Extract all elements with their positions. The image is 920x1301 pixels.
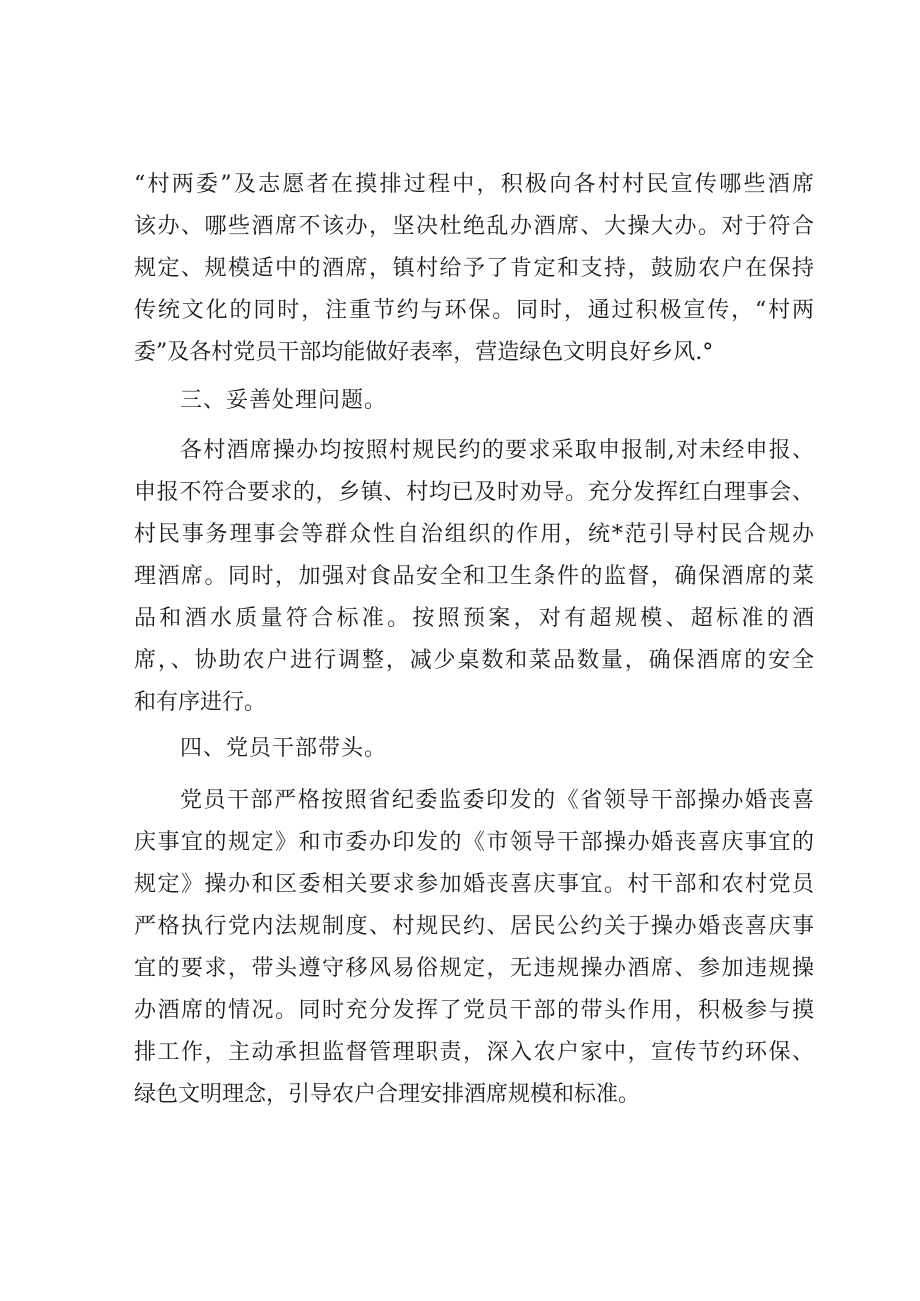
paragraph-3-line-2: 庆事宜的规定》和市委办印发的《市领导干部操办婚丧喜庆事宜的 bbox=[134, 830, 814, 855]
paragraph-3-line-8: 绿色文明理念，引导农户合理安排酒席规模和标准。 bbox=[134, 1082, 641, 1107]
paragraph-2-line-4: 理酒席。同时，加强对食品安全和卫生条件的监督，确保酒席的菜 bbox=[134, 564, 814, 589]
paragraph-3-line-1: 党员干部严格按照省纪委监委印发的《省领导干部操办婚丧喜 bbox=[180, 788, 814, 813]
paragraph-2-line-7: 和有序进行。 bbox=[134, 690, 267, 715]
paragraph-2-line-6: 席，、协助农户进行调整，减少桌数和菜品数量，确保酒席的安全 bbox=[134, 648, 814, 673]
paragraph-1-line-3: 规定、规模适中的酒席，镇村给予了肯定和支持，鼓励农户在保持 bbox=[134, 256, 814, 281]
paragraph-3-line-3: 规定》操办和区委相关要求参加婚丧喜庆事宜。村干部和农村党员 bbox=[134, 872, 814, 897]
paragraph-1-line-1: “村两委”及志愿者在摸排过程中，积极向各村村民宣传哪些酒席 bbox=[134, 172, 814, 197]
paragraph-2-line-1: 各村酒席操办均按照村规民约的要求采取申报制,对未经申报、 bbox=[180, 438, 814, 463]
paragraph-3-line-7: 排工作，主动承担监督管理职责，深入农户家中，宣传节约环保、 bbox=[134, 1040, 814, 1065]
section-heading-3: 三、妥善处理问题。 bbox=[180, 388, 388, 413]
paragraph-2-line-3: 村民事务理事会等群众性自治组织的作用，统*范引导村民合规办 bbox=[134, 522, 814, 547]
paragraph-1-line-4: 传统文化的同时，注重节约与环保。同时，通过积极宣传，“村两 bbox=[134, 298, 814, 323]
paragraph-1-line-5: 委”及各村党员干部均能做好表率，营造绿色文明良好乡风.° bbox=[134, 340, 714, 365]
section-heading-4: 四、党员干部带头。 bbox=[180, 736, 388, 761]
paragraph-3-line-6: 办酒席的情况。同时充分发挥了党员干部的带头作用，积极参与摸 bbox=[134, 998, 814, 1023]
paragraph-3-line-4: 严格执行党内法规制度、村规民约、居民公约关于操办婚丧喜庆事 bbox=[134, 914, 814, 939]
paragraph-1-line-2: 该办、哪些酒席不该办，坚决杜绝乱办酒席、大操大办。对于符合 bbox=[134, 214, 814, 239]
paragraph-2-line-2: 申报不符合要求的，乡镇、村均已及时劝导。充分发挥红白理事会、 bbox=[134, 480, 814, 505]
paragraph-2-line-5: 品和酒水质量符合标准。按照预案，对有超规模、超标准的酒 bbox=[134, 606, 814, 631]
paragraph-3-line-5: 宜的要求，带头遵守移风易俗规定，无违规操办酒席、参加违规操 bbox=[134, 956, 814, 981]
